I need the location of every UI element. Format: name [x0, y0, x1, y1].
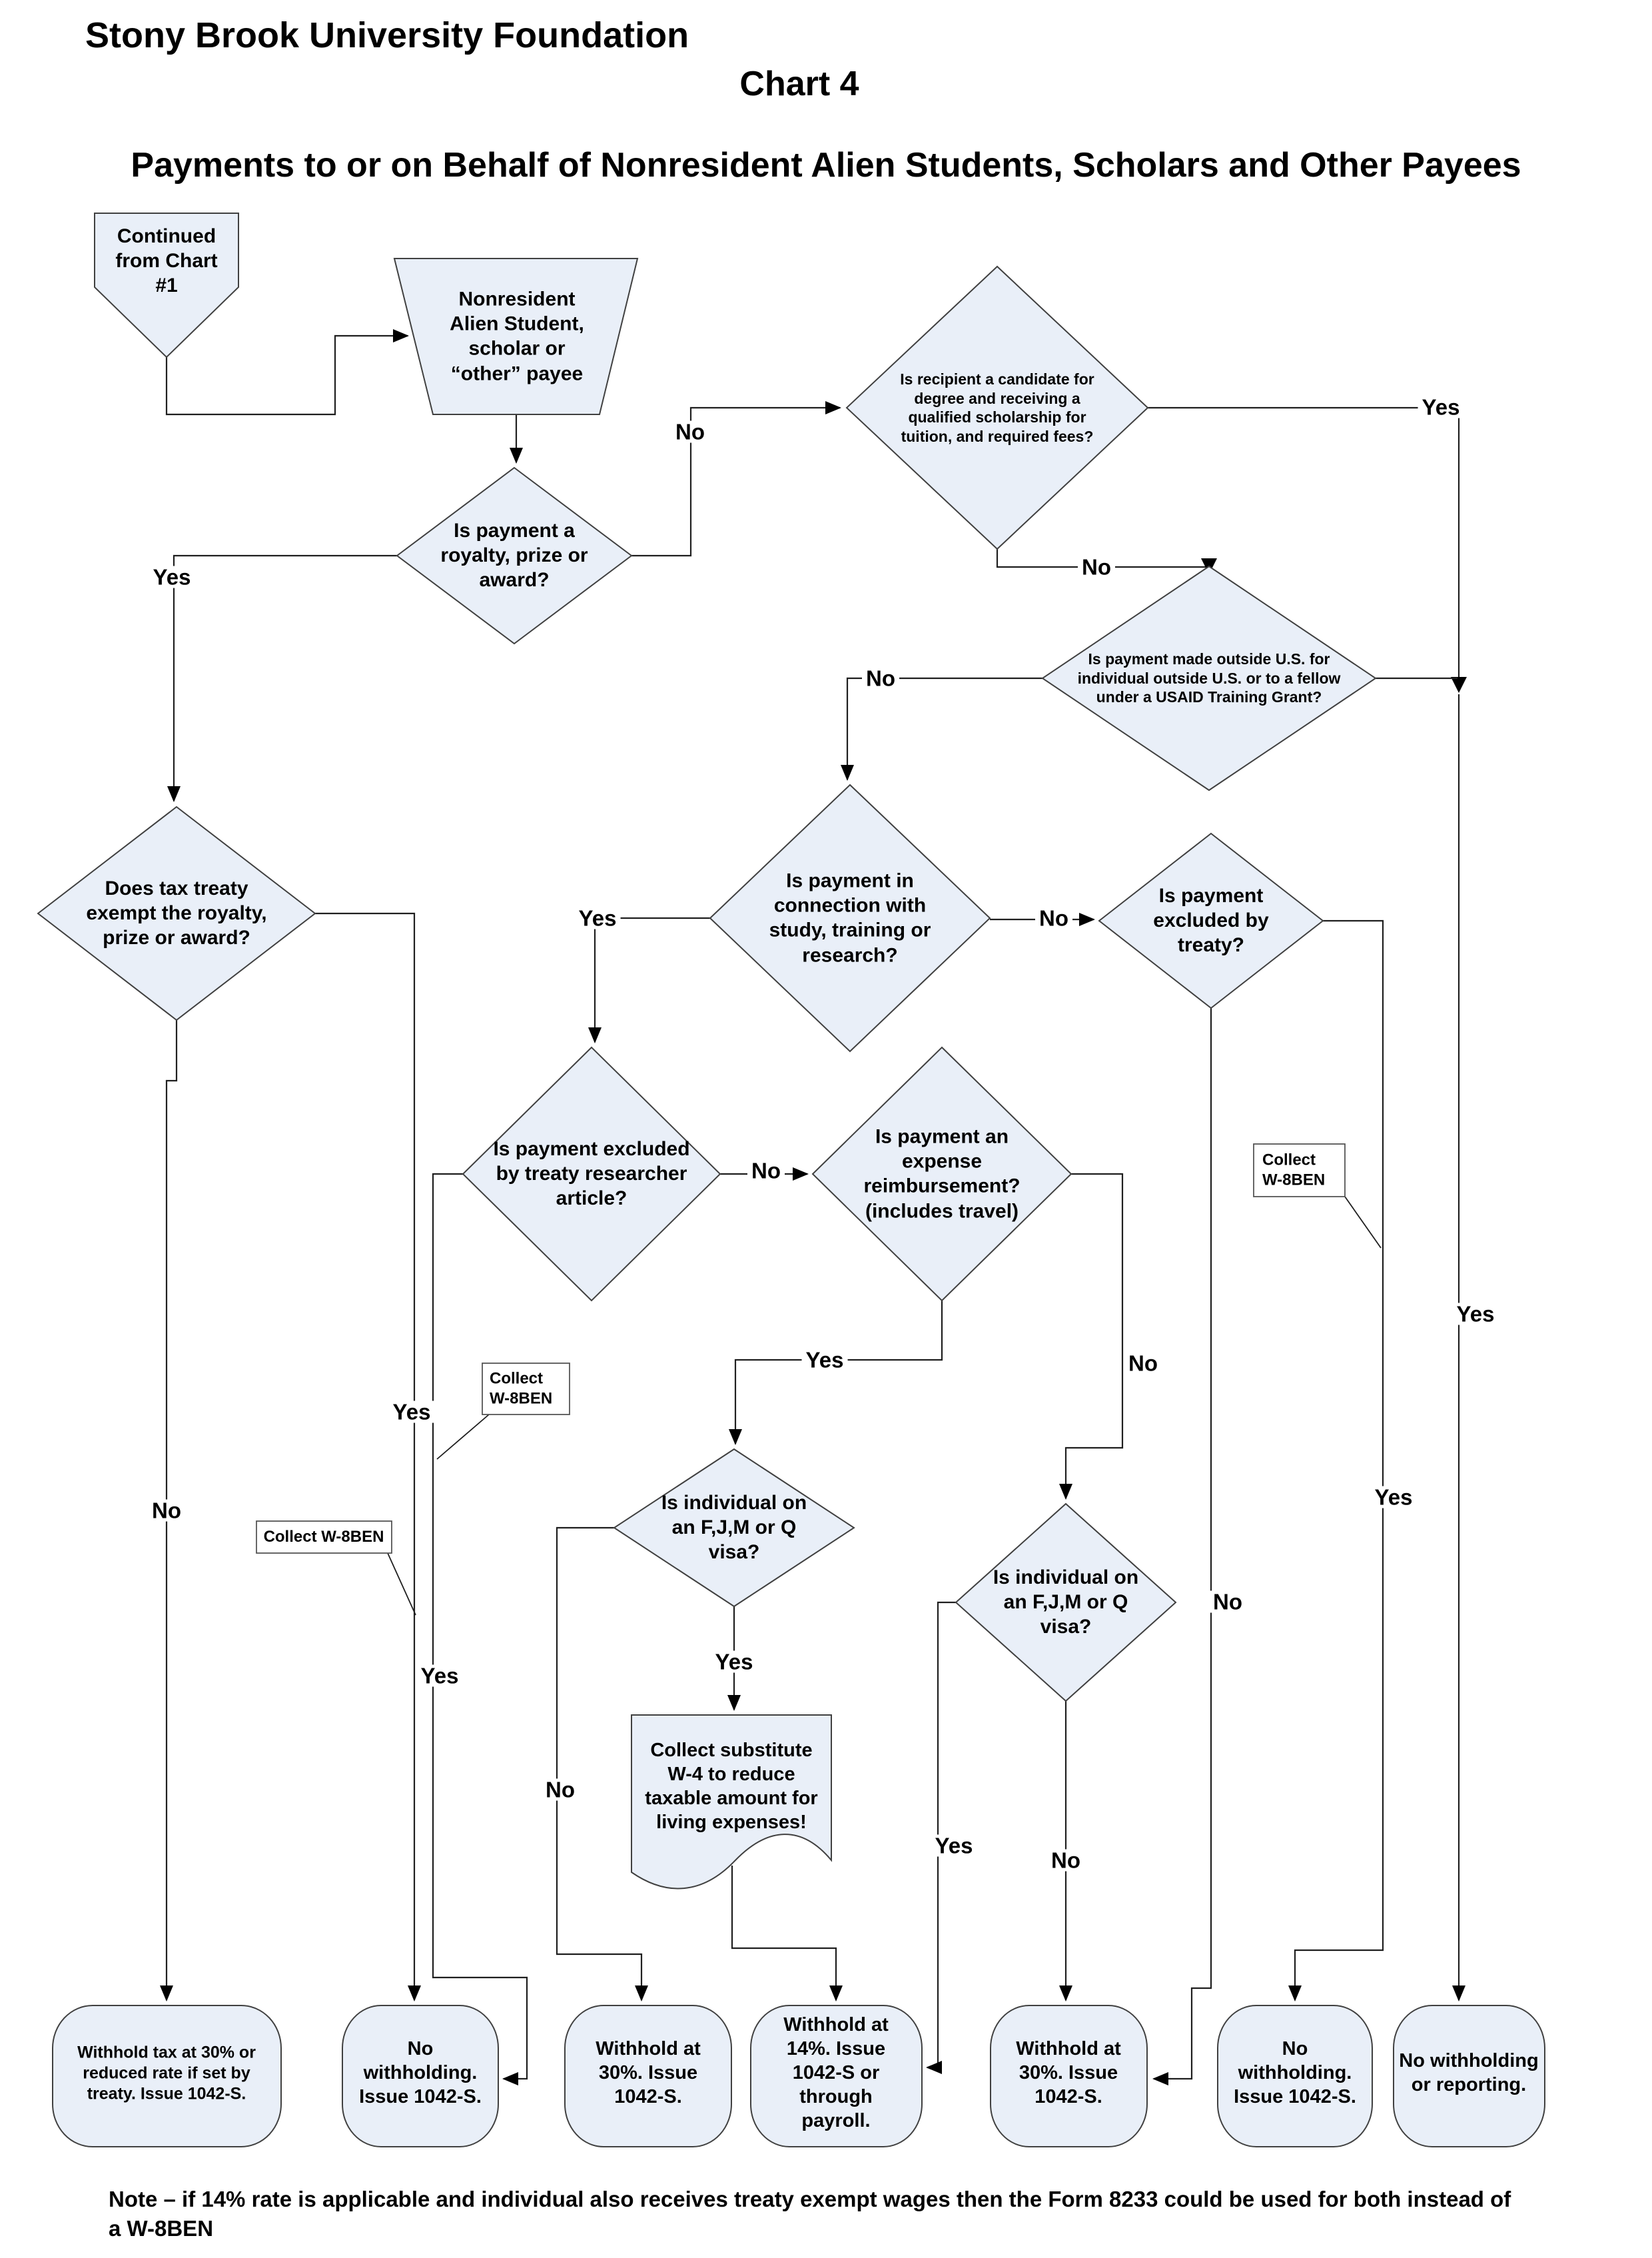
arrowhead-yes-junction	[1451, 677, 1467, 693]
callout-tail-mid	[437, 1414, 489, 1459]
chart-label: Chart 4	[739, 65, 859, 103]
terminal-d-label: Withhold at 14%. Issue 1042-S or through payroll.	[783, 2014, 889, 2131]
edge-label-researcher-no: No	[747, 1160, 785, 1182]
edge-study-yes-to-researcher	[595, 918, 710, 1042]
page-subtitle: Payments to or on Behalf of Nonresident Alien Students, Scholars and Other Payees	[131, 146, 1521, 185]
footnote-line1: Note – if 14% rate is applicable and individual also receives treaty exempt wages then the Form 8233 could be used for both instead of	[109, 2187, 1511, 2211]
edge-label-excluded-no: No	[1209, 1591, 1246, 1613]
edge-label-expense-no: No	[1124, 1353, 1162, 1375]
w4-document-label: Collect substitute W-4 to reduce taxable amount for living expenses!	[645, 1740, 818, 1833]
terminal-f-label: No withholding. Issue 1042-S.	[1234, 2038, 1356, 2107]
edge-taxtreaty-yes-to-term-b	[315, 913, 414, 2000]
usaid-node-label: Is payment made outside U.S. for individual outside U.S. or to a fellow under a USAID Training Grant?	[1077, 650, 1341, 706]
edge-royalty-no-to-candidate	[631, 408, 840, 556]
edge-excluded-yes-to-term-f	[1295, 921, 1383, 2000]
edge-label-taxtreaty-yes: Yes	[389, 1401, 435, 1423]
edge-label-visa2-no: No	[1047, 1850, 1084, 1872]
edge-researcher-yes-to-term-b	[433, 1174, 527, 2079]
royalty-node-label: Is payment a royalty, prize or award?	[440, 520, 588, 592]
edge-visa1-no-to-term-c	[557, 1528, 641, 2000]
edge-label-usaid-no: No	[862, 668, 899, 690]
payee-node-label: Nonresident Alien Student, scholar or “other” payee	[450, 288, 584, 385]
edge-label-royalty-yes: Yes	[149, 566, 195, 588]
edge-label-royalty-no: No	[671, 421, 709, 443]
page-title: Stony Brook University Foundation	[85, 15, 689, 55]
edge-label-candidate-no: No	[1078, 556, 1115, 578]
start-node-label: Continued from Chart #1	[115, 225, 218, 297]
edge-label-researcher-yes: Yes	[417, 1665, 463, 1687]
researcher-node-label: Is payment excluded by treaty researcher article?	[493, 1138, 690, 1210]
edge-label-visa1-no: No	[542, 1779, 579, 1801]
terminal-c-label: Withhold at 30%. Issue 1042-S.	[596, 2038, 701, 2107]
terminal-a-label: Withhold tax at 30% or reduced rate if set by treaty. Issue 1042-S.	[77, 2043, 256, 2103]
edge-label-candidate-yes-mid: Yes	[1453, 1303, 1499, 1325]
edge-label-visa1-yes: Yes	[711, 1651, 757, 1673]
edge-label-excluded-yes: Yes	[1371, 1486, 1417, 1508]
edge-label-visa2-yes: Yes	[931, 1835, 977, 1857]
taxtreaty-node-label: Does tax treaty exempt the royalty, prize or award?	[86, 877, 267, 949]
edge-label-study-yes: Yes	[575, 907, 621, 929]
candidate-node-label: Is recipient a candidate for degree and receiving a qualified scholarship for tuition, and required fees?	[900, 370, 1094, 445]
edge-label-study-no: No	[1035, 907, 1072, 929]
edge-label-taxtreaty-no: No	[148, 1500, 185, 1522]
callout-tail-left	[388, 1553, 416, 1615]
edge-usaid-no-to-study	[847, 678, 1042, 780]
study-node-label: Is payment in connection with study, training or research?	[769, 869, 931, 967]
footnote-line2: a W-8BEN	[109, 2216, 214, 2241]
edge-label-candidate-yes: Yes	[1418, 396, 1464, 418]
visa1-node-label: Is individual on an F,J,M or Q visa?	[661, 1492, 807, 1564]
callout-w8ben-left-label: Collect W-8BEN	[263, 1528, 384, 1546]
terminal-e-label: Withhold at 30%. Issue 1042-S.	[1016, 2038, 1121, 2107]
expense-node-label: Is payment an expense reimbursement? (includes travel)	[863, 1125, 1021, 1223]
visa2-node-label: Is individual on an F,J,M or Q visa?	[993, 1566, 1139, 1638]
callout-w8ben-right-label: Collect W-8BEN	[1262, 1151, 1326, 1189]
edge-royalty-yes-to-taxtreaty	[174, 556, 397, 801]
terminal-g-label: No withholding or reporting.	[1399, 2050, 1539, 2095]
edge-excluded-no-to-term-e	[1154, 1008, 1211, 2079]
edge-expense-yes-to-visa1	[735, 1301, 942, 1444]
excluded-node-label: Is payment excluded by treaty?	[1153, 885, 1269, 957]
terminal-b-label: No withholding. Issue 1042-S.	[359, 2038, 482, 2107]
edge-doc-to-term-d	[732, 1866, 836, 2000]
edge-expense-no-to-visa2	[1066, 1174, 1122, 1498]
edge-label-expense-yes: Yes	[802, 1349, 848, 1371]
edge-start-to-payee	[167, 336, 408, 414]
callout-tail-right	[1345, 1197, 1381, 1248]
callout-w8ben-mid-label: Collect W-8BEN	[490, 1369, 553, 1407]
